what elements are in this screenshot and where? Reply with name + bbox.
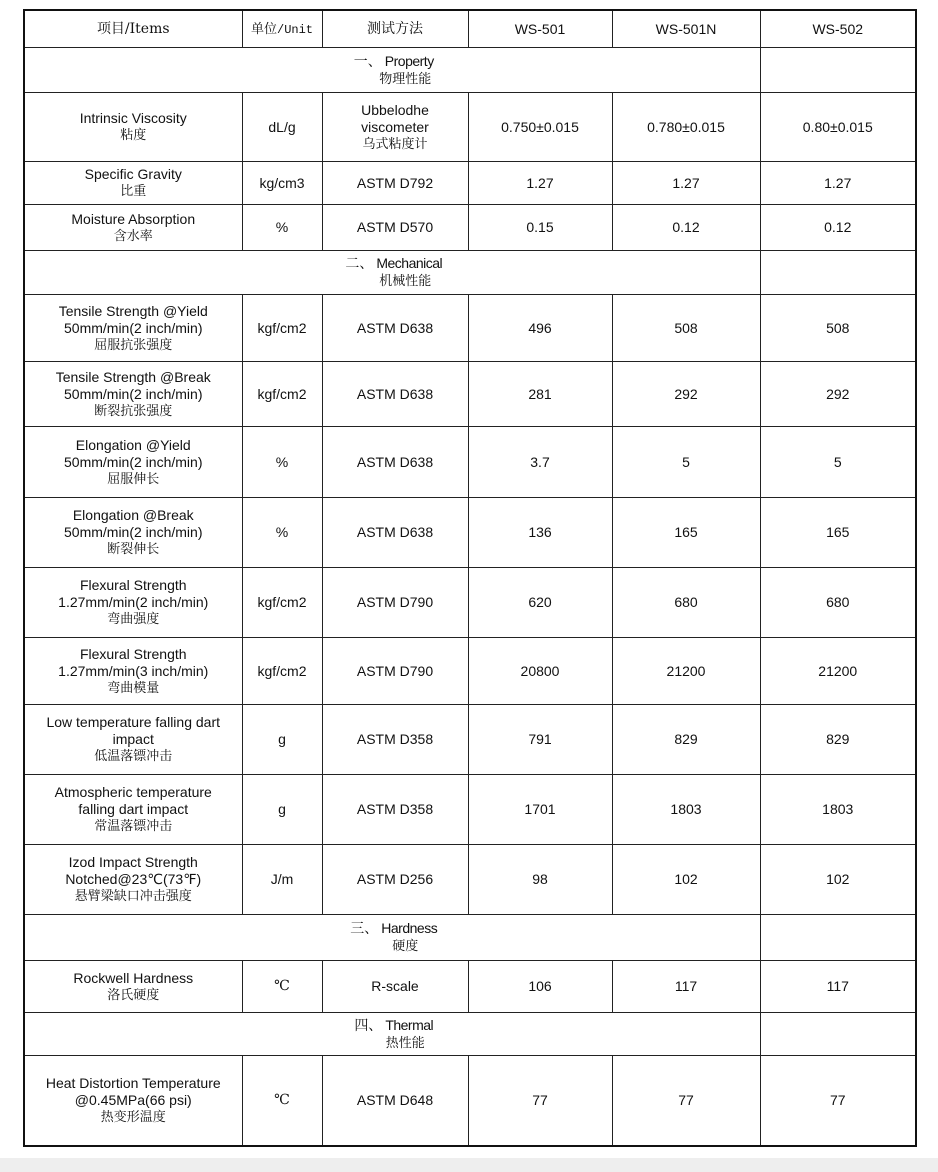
item-en: Intrinsic Viscosity <box>79 110 187 126</box>
value-ws502: 165 <box>760 498 916 568</box>
table-row <box>24 362 916 427</box>
method-line: viscometer <box>361 118 429 135</box>
item-cell <box>24 638 242 705</box>
bottom-shade <box>0 1158 938 1172</box>
method-cell: ASTM D570 <box>322 205 468 251</box>
section-empty-cell <box>760 251 916 295</box>
unit-cell: g <box>242 705 322 775</box>
item-en: Rockwell Hardness <box>73 969 194 986</box>
item-zh: 悬臂梁缺口冲击强度 <box>74 889 192 904</box>
item-cell <box>24 705 242 775</box>
unit-cell: % <box>242 205 322 251</box>
table-row <box>24 775 916 845</box>
value-ws501n: 680 <box>612 568 760 638</box>
col-header-ws502: WS-502 <box>760 10 916 48</box>
value-ws501: 0.750±0.015 <box>468 93 612 162</box>
section-number: 一、 <box>353 53 382 70</box>
method-cell: ASTM D358 <box>322 775 468 845</box>
value-ws502: 680 <box>760 568 916 638</box>
item-zh: 弯曲强度 <box>107 612 160 627</box>
value-ws501: 791 <box>468 705 612 775</box>
section-title-zh: 机械性能 <box>379 274 432 289</box>
item-cell <box>24 162 242 205</box>
table-row <box>24 1056 916 1146</box>
section-title-en: Property <box>384 52 434 69</box>
value-ws502: 0.12 <box>760 205 916 251</box>
value-ws501: 98 <box>468 845 612 915</box>
section-title-zh: 物理性能 <box>379 71 432 87</box>
value-ws501n: 1.27 <box>612 162 760 205</box>
section-number: 三、 <box>350 921 379 937</box>
method-line-zh: 乌式粘度计 <box>362 136 428 152</box>
method-cell: ASTM D792 <box>322 162 468 205</box>
section-number: 四、 <box>354 1017 383 1034</box>
item-condition: 1.27mm/min(2 inch/min) <box>58 594 209 610</box>
section-mechanical <box>24 251 760 295</box>
item-zh: 粘度 <box>120 128 147 143</box>
item-cell <box>24 1056 242 1146</box>
item-condition: falling dart impact <box>78 801 189 817</box>
section-hardness <box>24 915 760 961</box>
item-zh: 断裂伸长 <box>107 542 160 557</box>
section-property <box>24 48 760 93</box>
method-line: Ubbelodhe <box>361 101 429 118</box>
method-cell: ASTM D358 <box>322 705 468 775</box>
unit-cell: J/m <box>242 845 322 915</box>
item-en: Atmospheric temperature <box>54 784 212 800</box>
value-ws501n: 5 <box>612 427 760 498</box>
item-cell <box>24 427 242 498</box>
unit-cell: % <box>242 498 322 568</box>
item-cell <box>24 93 242 162</box>
item-en: Elongation @Yield <box>75 436 191 453</box>
item-cell <box>24 961 242 1013</box>
value-ws501: 620 <box>468 568 612 638</box>
value-ws501: 496 <box>468 295 612 362</box>
method-cell: ASTM D256 <box>322 845 468 915</box>
table-row <box>24 427 916 498</box>
value-ws501n: 0.12 <box>612 205 760 251</box>
section-empty-cell <box>760 1013 916 1056</box>
col-header-unit <box>242 10 322 48</box>
value-ws501n: 1803 <box>612 775 760 845</box>
item-zh: 热变形温度 <box>100 1109 166 1125</box>
table-row <box>24 638 916 705</box>
value-ws501n: 829 <box>612 705 760 775</box>
item-cell <box>24 205 242 251</box>
unit-cell: dL/g <box>242 93 322 162</box>
item-cell <box>24 775 242 845</box>
section-title-en: Hardness <box>381 920 438 936</box>
unit-cell: kg/cm3 <box>242 162 322 205</box>
method-cell: ASTM D790 <box>322 568 468 638</box>
method-cell: R-scale <box>322 961 468 1013</box>
col-header-ws501n: WS-501N <box>612 10 760 48</box>
item-zh: 屈服伸长 <box>107 471 160 487</box>
value-ws502: 102 <box>760 845 916 915</box>
value-ws501: 106 <box>468 961 612 1013</box>
item-zh: 断裂抗张强度 <box>94 403 173 419</box>
unit-cell: ℃ <box>242 1056 322 1146</box>
header-row <box>24 10 916 48</box>
section-number: 二、 <box>345 256 374 272</box>
unit-cell: g <box>242 775 322 845</box>
item-cell <box>24 845 242 915</box>
table-row <box>24 162 916 205</box>
method-cell: ASTM D638 <box>322 295 468 362</box>
item-en: Tensile Strength @Break <box>55 368 211 385</box>
section-row <box>24 1013 916 1056</box>
item-zh: 常温落镖冲击 <box>94 819 173 834</box>
item-en: Izod Impact Strength <box>68 854 198 870</box>
value-ws501: 0.15 <box>468 205 612 251</box>
unit-cell: % <box>242 427 322 498</box>
value-ws501: 1701 <box>468 775 612 845</box>
item-zh: 低温落镖冲击 <box>94 749 173 764</box>
item-zh: 比重 <box>120 184 147 199</box>
item-condition: 50mm/min(2 inch/min) <box>64 319 203 336</box>
item-zh: 含水率 <box>113 228 153 244</box>
section-title-zh: 热性能 <box>385 1035 425 1051</box>
properties-table <box>23 9 917 1147</box>
value-ws501n: 102 <box>612 845 760 915</box>
method-cell: ASTM D638 <box>322 427 468 498</box>
unit-cell: kgf/cm2 <box>242 638 322 705</box>
value-ws502: 117 <box>760 961 916 1013</box>
value-ws502: 829 <box>760 705 916 775</box>
item-zh: 屈服抗张强度 <box>94 337 173 353</box>
item-cell <box>24 362 242 427</box>
section-row <box>24 915 916 961</box>
item-en: Moisture Absorption <box>71 210 196 227</box>
value-ws501n: 0.780±0.015 <box>612 93 760 162</box>
method-cell: ASTM D638 <box>322 498 468 568</box>
value-ws501: 1.27 <box>468 162 612 205</box>
item-en: Tensile Strength @Yield <box>58 302 208 319</box>
col-header-ws501: WS-501 <box>468 10 612 48</box>
value-ws501: 281 <box>468 362 612 427</box>
table-row <box>24 845 916 915</box>
value-ws502: 77 <box>760 1056 916 1146</box>
value-ws501: 3.7 <box>468 427 612 498</box>
table-row <box>24 961 916 1013</box>
value-ws502: 1.27 <box>760 162 916 205</box>
table-row <box>24 93 916 162</box>
table-row <box>24 568 916 638</box>
item-en: Elongation @Break <box>72 507 194 523</box>
section-empty-cell <box>760 915 916 961</box>
value-ws501n: 508 <box>612 295 760 362</box>
value-ws501n: 117 <box>612 961 760 1013</box>
section-title-zh: 硬度 <box>392 939 419 954</box>
value-ws502: 5 <box>760 427 916 498</box>
item-condition: 50mm/min(2 inch/min) <box>64 524 203 540</box>
value-ws501: 136 <box>468 498 612 568</box>
unit-cell: kgf/cm2 <box>242 568 322 638</box>
value-ws501n: 77 <box>612 1056 760 1146</box>
table-row <box>24 705 916 775</box>
unit-cell: kgf/cm2 <box>242 295 322 362</box>
item-cell <box>24 568 242 638</box>
section-row <box>24 48 916 93</box>
section-title-en: Mechanical <box>376 255 443 271</box>
item-zh: 洛氏硬度 <box>107 987 160 1003</box>
value-ws501n: 292 <box>612 362 760 427</box>
item-condition: impact <box>112 731 154 747</box>
item-zh: 弯曲模量 <box>107 680 160 696</box>
value-ws502: 21200 <box>760 638 916 705</box>
item-condition: @0.45MPa(66 psi) <box>74 1091 192 1108</box>
value-ws501n: 21200 <box>612 638 760 705</box>
col-header-items: 项目/Items <box>24 10 242 48</box>
item-en: Low temperature falling dart <box>46 714 221 730</box>
section-thermal <box>24 1013 760 1056</box>
item-condition: 50mm/min(2 inch/min) <box>64 385 203 402</box>
table-row <box>24 205 916 251</box>
item-condition: Notched@23℃(73℉) <box>65 871 202 887</box>
col-header-unit-en: /Unit <box>277 22 314 37</box>
table-row <box>24 295 916 362</box>
method-cell: ASTM D638 <box>322 362 468 427</box>
item-cell <box>24 498 242 568</box>
value-ws501: 20800 <box>468 638 612 705</box>
section-title-en: Thermal <box>385 1016 434 1033</box>
value-ws502: 1803 <box>760 775 916 845</box>
value-ws502: 508 <box>760 295 916 362</box>
section-row <box>24 251 916 295</box>
item-en: Heat Distortion Temperature <box>45 1074 221 1091</box>
item-cell <box>24 295 242 362</box>
col-header-unit-zh: 单位 <box>250 21 277 37</box>
value-ws502: 292 <box>760 362 916 427</box>
value-ws501: 77 <box>468 1056 612 1146</box>
item-en: Flexural Strength <box>79 645 187 662</box>
method-cell: ASTM D790 <box>322 638 468 705</box>
value-ws502: 0.80±0.015 <box>760 93 916 162</box>
item-en: Specific Gravity <box>84 166 182 182</box>
section-empty-cell <box>760 48 916 93</box>
unit-cell: kgf/cm2 <box>242 362 322 427</box>
col-header-method: 测试方法 <box>322 10 468 48</box>
item-en: Flexural Strength <box>79 577 187 593</box>
item-condition: 50mm/min(2 inch/min) <box>64 453 203 470</box>
item-condition: 1.27mm/min(3 inch/min) <box>58 662 209 679</box>
spec-sheet <box>23 9 915 1155</box>
method-cell <box>322 93 468 162</box>
table-row <box>24 498 916 568</box>
method-cell: ASTM D648 <box>322 1056 468 1146</box>
value-ws501n: 165 <box>612 498 760 568</box>
unit-cell: ℃ <box>242 961 322 1013</box>
